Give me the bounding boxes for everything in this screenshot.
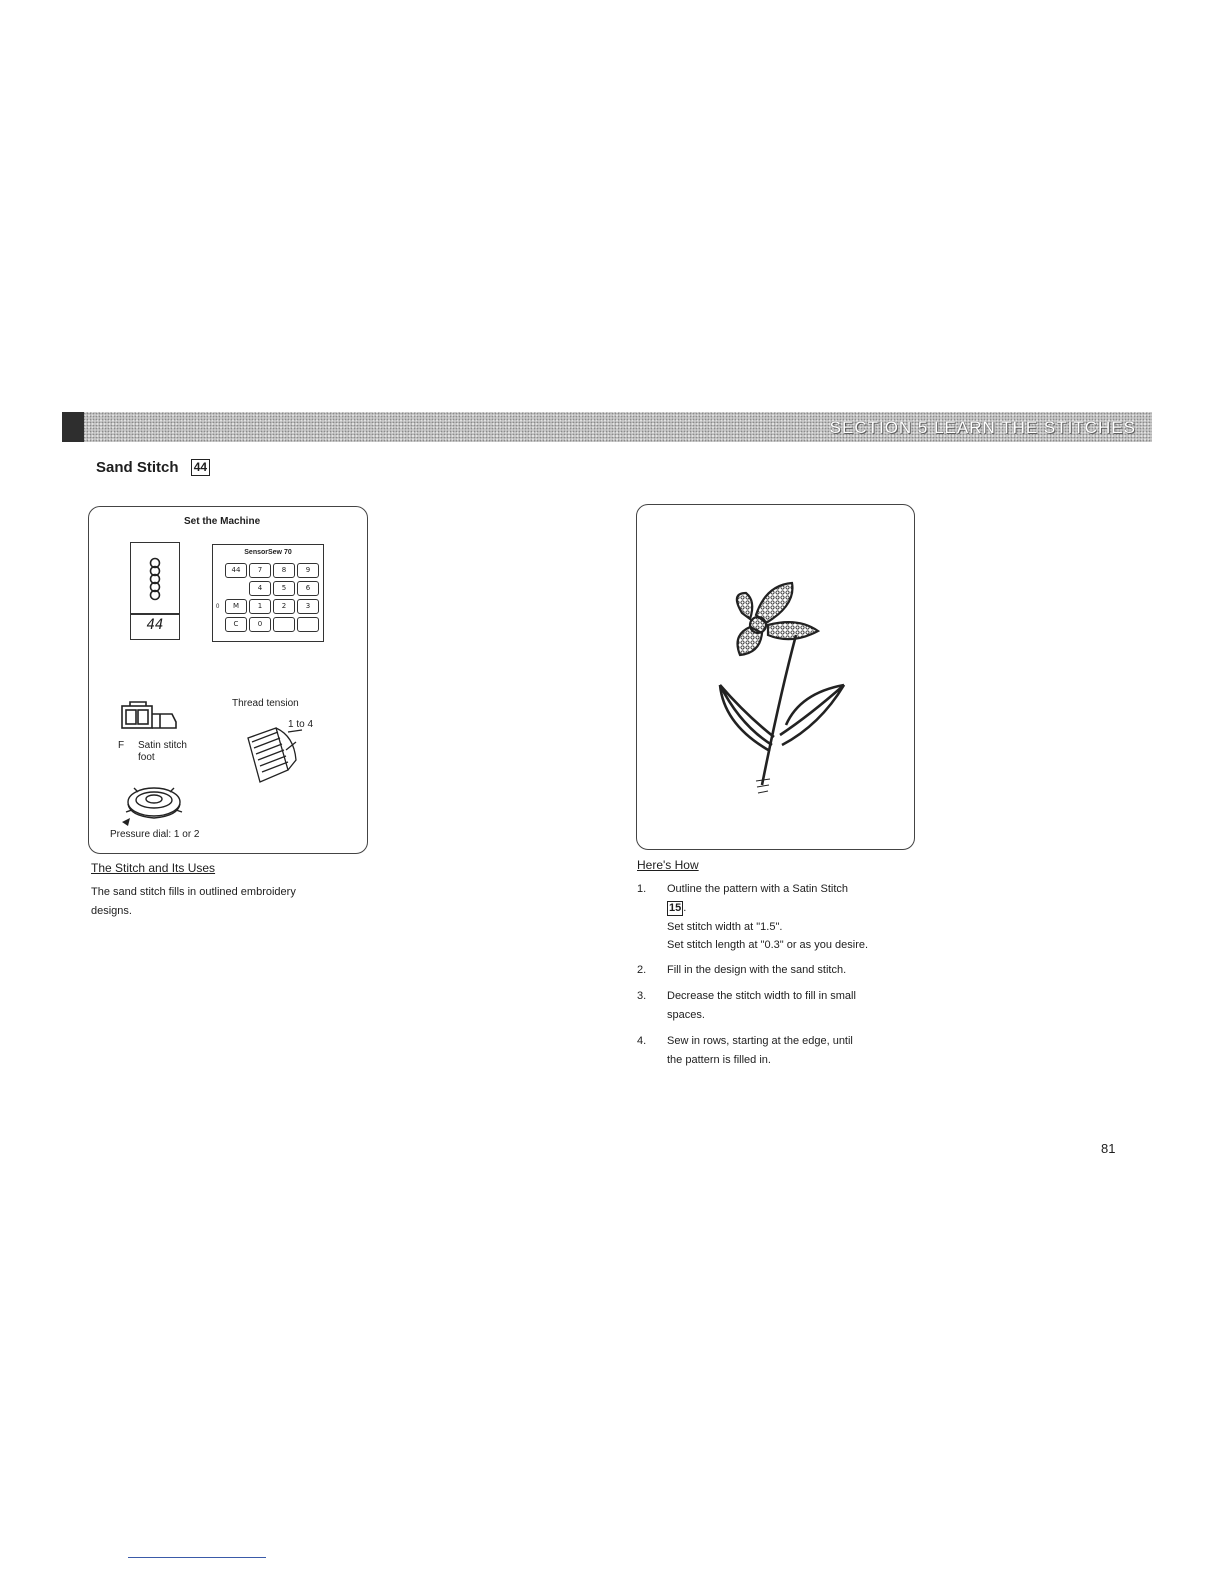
step-number: 1. (637, 883, 647, 895)
keypad-key: C (225, 617, 247, 632)
step-text: spaces. (667, 1009, 705, 1021)
how-title: Here's How (637, 858, 699, 872)
keypad-key: 5 (273, 581, 295, 596)
sand-stitch-pattern-icon (131, 543, 179, 613)
list-item (637, 880, 917, 954)
step-text: Decrease the stitch width to fill in small (667, 990, 856, 1002)
keypad-key: 2 (273, 599, 295, 614)
keypad-key: 44 (225, 563, 247, 578)
foot-letter: F (118, 740, 125, 751)
embroidered-flower-illustration (680, 575, 880, 805)
keypad-key: 9 (297, 563, 319, 578)
step-subtext: Set stitch length at "0.3" or as you desire. (667, 939, 869, 951)
footer-rule (128, 1557, 266, 1558)
thread-tension-label: Thread tension (232, 698, 299, 709)
banner-edge-mark (62, 412, 84, 442)
control-keypad (212, 544, 324, 642)
display-number: 44 (146, 617, 164, 633)
machine-panel-title: Set the Machine (184, 516, 261, 527)
list-item (637, 1032, 917, 1070)
uses-title: The Stitch and Its Uses (91, 861, 216, 875)
pressure-dial-label: Pressure dial: 1 or 2 (110, 829, 200, 840)
keypad-key: 8 (273, 563, 295, 578)
list-item (637, 961, 917, 980)
step-number: 3. (637, 990, 647, 1002)
keypad-key: 6 (297, 581, 319, 596)
how-steps-list (637, 880, 917, 1077)
step-text: the pattern is filled in. (667, 1054, 771, 1066)
keypad-key: 0 (249, 617, 271, 632)
keypad-key: 1 (249, 599, 271, 614)
keypad-key: 7 (249, 563, 271, 578)
tension-dial-icon (236, 722, 326, 792)
satin-stitch-foot-icon (120, 700, 180, 736)
keypad-key: 3 (297, 599, 319, 614)
uses-text-line1: The sand stitch fills in outlined embroidery (91, 886, 296, 898)
keypad-key: M (225, 599, 247, 614)
satin-stitch-code-badge: 15 (669, 902, 682, 914)
step-subtext: Set stitch width at "1.5". (667, 921, 783, 933)
list-item (637, 987, 917, 1025)
uses-text-line2: designs. (91, 905, 132, 917)
step-number: 4. (637, 1035, 647, 1047)
keypad-key: 4 (249, 581, 271, 596)
page-number: 81 (1101, 1141, 1116, 1156)
keypad-indicator: 0 (216, 604, 220, 610)
step-text: Fill in the design with the sand stitch. (667, 964, 847, 976)
section-label: SECTION 5 LEARN THE STITCHES (829, 418, 1136, 437)
foot-label-line1: Satin stitch (138, 740, 187, 751)
thread-tension-value: 1 to 4 (288, 719, 314, 730)
step-text: Outline the pattern with a Satin Stitch (667, 883, 848, 895)
keypad-brand: SensorSew 70 (244, 549, 292, 556)
keypad-key (273, 617, 295, 632)
step-number: 2. (637, 964, 647, 976)
pressure-dial-icon (118, 780, 188, 830)
keypad-grid (213, 545, 323, 641)
step-code-suffix: . (683, 902, 687, 914)
stitch-display (130, 542, 180, 640)
step-code-line (667, 899, 917, 918)
step-text: Sew in rows, starting at the edge, until (667, 1035, 853, 1047)
pattern-code-badge: 44 (191, 459, 210, 476)
foot-label-line2: foot (138, 752, 155, 763)
page-heading (96, 459, 210, 476)
keypad-key (297, 617, 319, 632)
stitch-name: Sand Stitch (96, 459, 179, 476)
